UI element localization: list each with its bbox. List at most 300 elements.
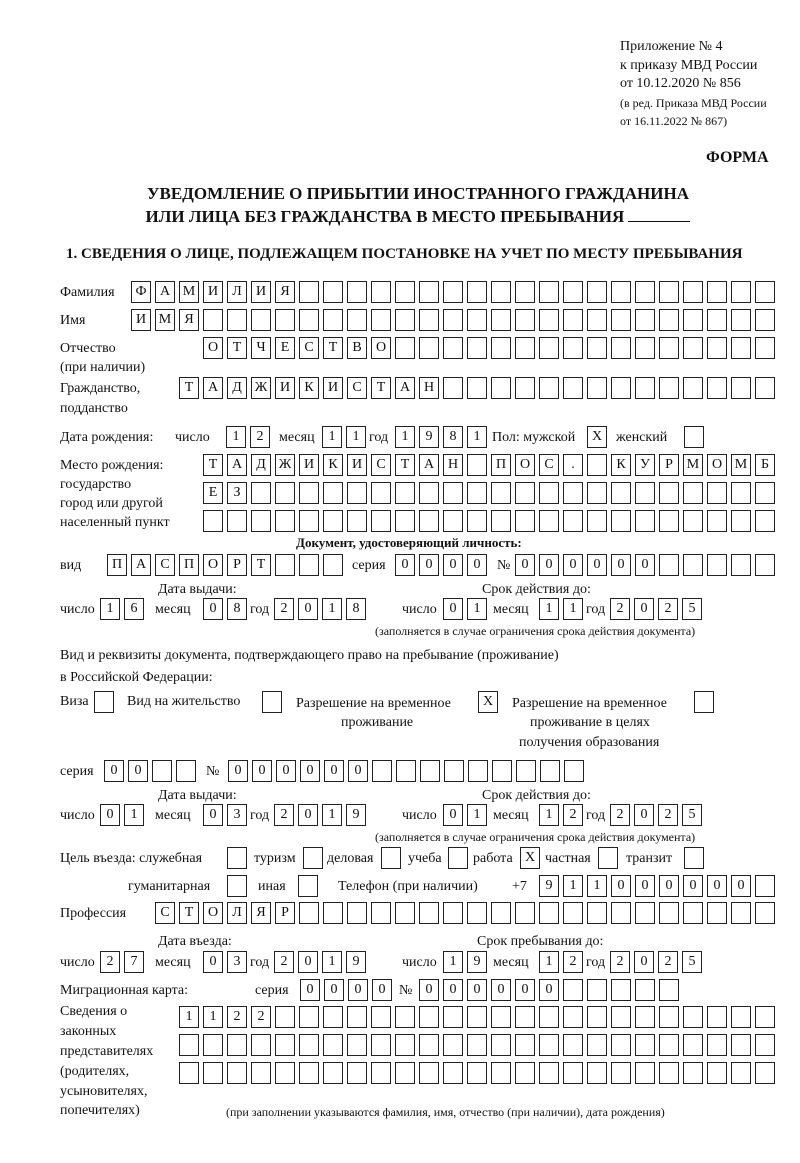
char-cell[interactable] bbox=[683, 1006, 703, 1028]
char-cell[interactable] bbox=[659, 281, 679, 303]
char-cell[interactable]: 0 bbox=[539, 554, 559, 576]
char-cell[interactable]: Т bbox=[371, 377, 391, 399]
char-cell[interactable] bbox=[539, 902, 559, 924]
char-cell[interactable] bbox=[707, 554, 727, 576]
char-cell[interactable] bbox=[683, 1062, 703, 1084]
char-cell[interactable]: 8 bbox=[443, 426, 463, 448]
purpose-business-checkbox[interactable] bbox=[381, 847, 401, 869]
char-cell[interactable]: 8 bbox=[227, 598, 247, 620]
purpose-work-checkbox[interactable]: X bbox=[520, 847, 540, 869]
char-cell[interactable] bbox=[395, 1062, 415, 1084]
char-cell[interactable] bbox=[755, 377, 775, 399]
char-cell[interactable]: 1 bbox=[467, 804, 487, 826]
char-cell[interactable]: 0 bbox=[276, 760, 296, 782]
char-cell[interactable] bbox=[563, 1062, 583, 1084]
char-cell[interactable] bbox=[731, 337, 751, 359]
char-cell[interactable]: 0 bbox=[443, 979, 463, 1001]
char-cell[interactable] bbox=[203, 1034, 223, 1056]
char-cell[interactable] bbox=[371, 281, 391, 303]
char-cell[interactable]: 0 bbox=[634, 804, 654, 826]
char-cell[interactable]: 2 bbox=[274, 804, 294, 826]
char-cell[interactable] bbox=[539, 1062, 559, 1084]
char-cell[interactable] bbox=[323, 482, 343, 504]
purpose-private-checkbox[interactable] bbox=[598, 847, 618, 869]
char-cell[interactable]: Н bbox=[443, 454, 463, 476]
char-cell[interactable] bbox=[755, 482, 775, 504]
surname-field[interactable] bbox=[131, 281, 779, 303]
char-cell[interactable]: В bbox=[347, 337, 367, 359]
char-cell[interactable]: 0 bbox=[324, 760, 344, 782]
char-cell[interactable]: Р bbox=[659, 454, 679, 476]
char-cell[interactable]: М bbox=[155, 309, 175, 331]
char-cell[interactable] bbox=[635, 281, 655, 303]
char-cell[interactable]: 1 bbox=[443, 951, 463, 973]
purpose-tourism-checkbox[interactable] bbox=[303, 847, 323, 869]
char-cell[interactable]: О bbox=[371, 337, 391, 359]
char-cell[interactable] bbox=[419, 337, 439, 359]
char-cell[interactable] bbox=[419, 482, 439, 504]
char-cell[interactable]: Ч bbox=[251, 337, 271, 359]
temp-residence-checkbox[interactable]: X bbox=[478, 691, 498, 713]
char-cell[interactable]: 1 bbox=[539, 804, 559, 826]
char-cell[interactable]: К bbox=[299, 377, 319, 399]
dob-month-field[interactable] bbox=[322, 426, 370, 448]
id-issue-day-field[interactable] bbox=[100, 598, 148, 620]
char-cell[interactable] bbox=[227, 1062, 247, 1084]
char-cell[interactable]: Д bbox=[227, 377, 247, 399]
reps-field-1[interactable] bbox=[179, 1006, 779, 1028]
rd-issue-month-field[interactable] bbox=[203, 804, 251, 826]
mc-series-field[interactable] bbox=[300, 979, 396, 1001]
char-cell[interactable] bbox=[539, 377, 559, 399]
profession-field[interactable] bbox=[155, 902, 779, 924]
name-field[interactable] bbox=[131, 309, 779, 331]
char-cell[interactable]: С bbox=[155, 554, 175, 576]
char-cell[interactable]: И bbox=[299, 454, 319, 476]
char-cell[interactable] bbox=[371, 1062, 391, 1084]
char-cell[interactable] bbox=[467, 337, 487, 359]
char-cell[interactable]: 1 bbox=[226, 426, 246, 448]
char-cell[interactable] bbox=[683, 309, 703, 331]
char-cell[interactable] bbox=[491, 377, 511, 399]
char-cell[interactable]: 1 bbox=[587, 875, 607, 897]
char-cell[interactable]: 0 bbox=[635, 554, 655, 576]
char-cell[interactable]: Я bbox=[275, 281, 295, 303]
char-cell[interactable] bbox=[659, 1034, 679, 1056]
char-cell[interactable]: 2 bbox=[610, 598, 630, 620]
char-cell[interactable] bbox=[587, 902, 607, 924]
char-cell[interactable] bbox=[275, 1006, 295, 1028]
char-cell[interactable]: 9 bbox=[346, 804, 366, 826]
char-cell[interactable]: Н bbox=[419, 377, 439, 399]
char-cell[interactable] bbox=[347, 309, 367, 331]
char-cell[interactable] bbox=[323, 309, 343, 331]
char-cell[interactable]: 2 bbox=[610, 951, 630, 973]
char-cell[interactable] bbox=[659, 1062, 679, 1084]
char-cell[interactable] bbox=[755, 554, 775, 576]
char-cell[interactable] bbox=[683, 554, 703, 576]
char-cell[interactable]: И bbox=[347, 454, 367, 476]
char-cell[interactable] bbox=[347, 1006, 367, 1028]
char-cell[interactable]: 3 bbox=[227, 951, 247, 973]
char-cell[interactable] bbox=[395, 902, 415, 924]
entry-year-field[interactable] bbox=[274, 951, 370, 973]
char-cell[interactable]: 1 bbox=[100, 598, 120, 620]
char-cell[interactable] bbox=[539, 281, 559, 303]
char-cell[interactable] bbox=[587, 1006, 607, 1028]
char-cell[interactable] bbox=[755, 309, 775, 331]
char-cell[interactable] bbox=[395, 482, 415, 504]
char-cell[interactable] bbox=[491, 482, 511, 504]
char-cell[interactable]: 6 bbox=[124, 598, 144, 620]
char-cell[interactable] bbox=[443, 902, 463, 924]
char-cell[interactable]: 0 bbox=[298, 951, 318, 973]
edu-residence-checkbox[interactable] bbox=[694, 691, 714, 713]
char-cell[interactable] bbox=[587, 482, 607, 504]
char-cell[interactable]: З bbox=[227, 482, 247, 504]
char-cell[interactable] bbox=[467, 1062, 487, 1084]
char-cell[interactable]: Т bbox=[251, 554, 271, 576]
char-cell[interactable] bbox=[611, 1006, 631, 1028]
char-cell[interactable] bbox=[587, 454, 607, 476]
id-issue-month-field[interactable] bbox=[203, 598, 251, 620]
char-cell[interactable] bbox=[443, 309, 463, 331]
char-cell[interactable] bbox=[659, 482, 679, 504]
char-cell[interactable] bbox=[275, 1062, 295, 1084]
char-cell[interactable]: Я bbox=[179, 309, 199, 331]
char-cell[interactable] bbox=[420, 760, 440, 782]
char-cell[interactable] bbox=[635, 377, 655, 399]
char-cell[interactable] bbox=[659, 510, 679, 532]
char-cell[interactable] bbox=[419, 902, 439, 924]
char-cell[interactable] bbox=[587, 377, 607, 399]
char-cell[interactable] bbox=[467, 510, 487, 532]
char-cell[interactable] bbox=[371, 482, 391, 504]
char-cell[interactable] bbox=[152, 760, 172, 782]
char-cell[interactable] bbox=[443, 281, 463, 303]
char-cell[interactable] bbox=[492, 760, 512, 782]
char-cell[interactable]: О bbox=[203, 902, 223, 924]
char-cell[interactable] bbox=[179, 1062, 199, 1084]
char-cell[interactable] bbox=[611, 482, 631, 504]
char-cell[interactable]: 0 bbox=[300, 760, 320, 782]
char-cell[interactable] bbox=[611, 510, 631, 532]
char-cell[interactable] bbox=[203, 1062, 223, 1084]
char-cell[interactable] bbox=[323, 1062, 343, 1084]
char-cell[interactable] bbox=[299, 482, 319, 504]
char-cell[interactable]: 2 bbox=[658, 951, 678, 973]
id-valid-year-field[interactable] bbox=[610, 598, 706, 620]
char-cell[interactable]: 1 bbox=[563, 598, 583, 620]
char-cell[interactable]: 0 bbox=[348, 760, 368, 782]
char-cell[interactable]: О bbox=[515, 454, 535, 476]
char-cell[interactable]: С bbox=[371, 454, 391, 476]
char-cell[interactable]: О bbox=[203, 337, 223, 359]
char-cell[interactable]: 0 bbox=[707, 875, 727, 897]
char-cell[interactable]: 0 bbox=[659, 875, 679, 897]
char-cell[interactable]: 0 bbox=[128, 760, 148, 782]
char-cell[interactable] bbox=[419, 1062, 439, 1084]
char-cell[interactable] bbox=[563, 281, 583, 303]
char-cell[interactable] bbox=[563, 1034, 583, 1056]
char-cell[interactable] bbox=[515, 1006, 535, 1028]
char-cell[interactable]: 2 bbox=[274, 951, 294, 973]
citizenship-field[interactable] bbox=[179, 377, 779, 399]
char-cell[interactable] bbox=[755, 337, 775, 359]
char-cell[interactable] bbox=[515, 510, 535, 532]
char-cell[interactable]: С bbox=[539, 454, 559, 476]
char-cell[interactable]: 2 bbox=[658, 598, 678, 620]
char-cell[interactable]: А bbox=[131, 554, 151, 576]
char-cell[interactable] bbox=[731, 482, 751, 504]
char-cell[interactable] bbox=[611, 902, 631, 924]
char-cell[interactable] bbox=[563, 482, 583, 504]
char-cell[interactable] bbox=[611, 1062, 631, 1084]
char-cell[interactable] bbox=[635, 902, 655, 924]
rd-issue-year-field[interactable] bbox=[274, 804, 370, 826]
char-cell[interactable] bbox=[611, 309, 631, 331]
char-cell[interactable] bbox=[443, 510, 463, 532]
char-cell[interactable] bbox=[443, 1034, 463, 1056]
char-cell[interactable] bbox=[731, 309, 751, 331]
char-cell[interactable]: 1 bbox=[179, 1006, 199, 1028]
char-cell[interactable]: Л bbox=[227, 281, 247, 303]
char-cell[interactable] bbox=[323, 1006, 343, 1028]
char-cell[interactable]: 0 bbox=[100, 804, 120, 826]
char-cell[interactable]: 1 bbox=[467, 426, 487, 448]
char-cell[interactable] bbox=[635, 1034, 655, 1056]
char-cell[interactable] bbox=[611, 1034, 631, 1056]
char-cell[interactable]: 0 bbox=[298, 804, 318, 826]
char-cell[interactable] bbox=[587, 337, 607, 359]
char-cell[interactable] bbox=[491, 309, 511, 331]
char-cell[interactable] bbox=[251, 1034, 271, 1056]
char-cell[interactable] bbox=[683, 482, 703, 504]
entry-month-field[interactable] bbox=[203, 951, 251, 973]
char-cell[interactable] bbox=[299, 1006, 319, 1028]
char-cell[interactable] bbox=[371, 1034, 391, 1056]
char-cell[interactable] bbox=[515, 482, 535, 504]
char-cell[interactable]: П bbox=[107, 554, 127, 576]
char-cell[interactable]: 0 bbox=[563, 554, 583, 576]
char-cell[interactable]: 2 bbox=[227, 1006, 247, 1028]
char-cell[interactable] bbox=[227, 1034, 247, 1056]
entry-day-field[interactable] bbox=[100, 951, 148, 973]
char-cell[interactable] bbox=[731, 1062, 751, 1084]
char-cell[interactable]: М bbox=[731, 454, 751, 476]
char-cell[interactable] bbox=[611, 281, 631, 303]
pob-field-2[interactable] bbox=[203, 482, 779, 504]
char-cell[interactable] bbox=[611, 337, 631, 359]
char-cell[interactable]: 0 bbox=[252, 760, 272, 782]
char-cell[interactable]: 1 bbox=[467, 598, 487, 620]
char-cell[interactable] bbox=[203, 309, 223, 331]
char-cell[interactable] bbox=[299, 309, 319, 331]
char-cell[interactable] bbox=[755, 902, 775, 924]
stay-month-field[interactable] bbox=[539, 951, 587, 973]
char-cell[interactable]: 7 bbox=[124, 951, 144, 973]
char-cell[interactable]: 9 bbox=[467, 951, 487, 973]
dob-year-field[interactable] bbox=[395, 426, 491, 448]
char-cell[interactable] bbox=[539, 1034, 559, 1056]
char-cell[interactable]: 0 bbox=[104, 760, 124, 782]
char-cell[interactable] bbox=[539, 510, 559, 532]
char-cell[interactable]: И bbox=[251, 281, 271, 303]
stay-year-field[interactable] bbox=[610, 951, 706, 973]
char-cell[interactable] bbox=[371, 902, 391, 924]
char-cell[interactable]: 9 bbox=[539, 875, 559, 897]
char-cell[interactable] bbox=[372, 760, 392, 782]
char-cell[interactable] bbox=[731, 1034, 751, 1056]
char-cell[interactable] bbox=[563, 902, 583, 924]
char-cell[interactable]: 0 bbox=[203, 598, 223, 620]
char-cell[interactable] bbox=[491, 1034, 511, 1056]
char-cell[interactable] bbox=[563, 309, 583, 331]
char-cell[interactable]: 0 bbox=[348, 979, 368, 1001]
char-cell[interactable] bbox=[395, 510, 415, 532]
char-cell[interactable]: 0 bbox=[611, 875, 631, 897]
char-cell[interactable] bbox=[251, 482, 271, 504]
char-cell[interactable] bbox=[683, 510, 703, 532]
char-cell[interactable] bbox=[707, 1062, 727, 1084]
char-cell[interactable] bbox=[443, 1062, 463, 1084]
purpose-official-checkbox[interactable] bbox=[227, 847, 247, 869]
char-cell[interactable]: М bbox=[683, 454, 703, 476]
char-cell[interactable] bbox=[540, 760, 560, 782]
char-cell[interactable]: К bbox=[323, 454, 343, 476]
char-cell[interactable] bbox=[467, 1034, 487, 1056]
phone-field[interactable] bbox=[539, 875, 779, 897]
char-cell[interactable] bbox=[299, 281, 319, 303]
char-cell[interactable]: 0 bbox=[443, 554, 463, 576]
char-cell[interactable] bbox=[539, 337, 559, 359]
char-cell[interactable] bbox=[468, 760, 488, 782]
char-cell[interactable] bbox=[251, 1062, 271, 1084]
char-cell[interactable]: 5 bbox=[682, 951, 702, 973]
char-cell[interactable] bbox=[635, 1062, 655, 1084]
char-cell[interactable] bbox=[371, 1006, 391, 1028]
char-cell[interactable] bbox=[371, 309, 391, 331]
visa-checkbox[interactable] bbox=[94, 691, 114, 713]
purpose-transit-checkbox[interactable] bbox=[684, 847, 704, 869]
char-cell[interactable] bbox=[731, 281, 751, 303]
char-cell[interactable] bbox=[347, 281, 367, 303]
char-cell[interactable]: 2 bbox=[610, 804, 630, 826]
char-cell[interactable]: К bbox=[611, 454, 631, 476]
char-cell[interactable] bbox=[587, 309, 607, 331]
rd-series-field[interactable] bbox=[104, 760, 200, 782]
char-cell[interactable] bbox=[299, 1034, 319, 1056]
char-cell[interactable]: 1 bbox=[395, 426, 415, 448]
char-cell[interactable] bbox=[515, 377, 535, 399]
char-cell[interactable]: 0 bbox=[611, 554, 631, 576]
char-cell[interactable]: 0 bbox=[419, 979, 439, 1001]
char-cell[interactable] bbox=[659, 309, 679, 331]
char-cell[interactable] bbox=[587, 1034, 607, 1056]
char-cell[interactable] bbox=[203, 510, 223, 532]
char-cell[interactable] bbox=[419, 281, 439, 303]
char-cell[interactable]: 2 bbox=[563, 804, 583, 826]
char-cell[interactable]: Т bbox=[227, 337, 247, 359]
char-cell[interactable]: С bbox=[347, 377, 367, 399]
char-cell[interactable] bbox=[683, 281, 703, 303]
char-cell[interactable] bbox=[707, 281, 727, 303]
char-cell[interactable] bbox=[731, 510, 751, 532]
stay-day-field[interactable] bbox=[443, 951, 491, 973]
char-cell[interactable]: 5 bbox=[682, 598, 702, 620]
char-cell[interactable] bbox=[419, 1034, 439, 1056]
char-cell[interactable]: М bbox=[179, 281, 199, 303]
char-cell[interactable] bbox=[395, 1034, 415, 1056]
char-cell[interactable] bbox=[659, 554, 679, 576]
char-cell[interactable]: 0 bbox=[372, 979, 392, 1001]
char-cell[interactable] bbox=[516, 760, 536, 782]
char-cell[interactable] bbox=[491, 1006, 511, 1028]
char-cell[interactable] bbox=[395, 281, 415, 303]
char-cell[interactable] bbox=[176, 760, 196, 782]
char-cell[interactable]: 2 bbox=[658, 804, 678, 826]
char-cell[interactable] bbox=[347, 482, 367, 504]
char-cell[interactable]: Е bbox=[203, 482, 223, 504]
purpose-study-checkbox[interactable] bbox=[448, 847, 468, 869]
rd-valid-year-field[interactable] bbox=[610, 804, 706, 826]
char-cell[interactable]: 0 bbox=[203, 804, 223, 826]
char-cell[interactable]: 1 bbox=[346, 426, 366, 448]
char-cell[interactable] bbox=[707, 1034, 727, 1056]
char-cell[interactable] bbox=[635, 309, 655, 331]
char-cell[interactable]: А bbox=[155, 281, 175, 303]
char-cell[interactable]: 0 bbox=[395, 554, 415, 576]
mc-number-field[interactable] bbox=[419, 979, 683, 1001]
char-cell[interactable] bbox=[563, 337, 583, 359]
char-cell[interactable]: 0 bbox=[467, 554, 487, 576]
id-series-field[interactable] bbox=[395, 554, 491, 576]
char-cell[interactable]: 0 bbox=[634, 598, 654, 620]
char-cell[interactable] bbox=[467, 902, 487, 924]
char-cell[interactable] bbox=[275, 1034, 295, 1056]
char-cell[interactable]: 0 bbox=[587, 554, 607, 576]
char-cell[interactable]: С bbox=[299, 337, 319, 359]
char-cell[interactable] bbox=[395, 309, 415, 331]
char-cell[interactable]: 0 bbox=[300, 979, 320, 1001]
char-cell[interactable]: И bbox=[131, 309, 151, 331]
char-cell[interactable] bbox=[683, 337, 703, 359]
char-cell[interactable] bbox=[587, 510, 607, 532]
char-cell[interactable] bbox=[683, 377, 703, 399]
char-cell[interactable]: Т bbox=[323, 337, 343, 359]
id-number-field[interactable] bbox=[515, 554, 779, 576]
rd-issue-day-field[interactable] bbox=[100, 804, 148, 826]
purpose-other-checkbox[interactable] bbox=[298, 875, 318, 897]
char-cell[interactable] bbox=[731, 902, 751, 924]
char-cell[interactable] bbox=[395, 337, 415, 359]
rd-valid-day-field[interactable] bbox=[443, 804, 491, 826]
char-cell[interactable] bbox=[396, 760, 416, 782]
char-cell[interactable] bbox=[323, 554, 343, 576]
char-cell[interactable] bbox=[539, 1006, 559, 1028]
char-cell[interactable] bbox=[755, 1062, 775, 1084]
char-cell[interactable] bbox=[275, 554, 295, 576]
char-cell[interactable]: Ф bbox=[131, 281, 151, 303]
char-cell[interactable] bbox=[443, 1006, 463, 1028]
char-cell[interactable] bbox=[587, 1062, 607, 1084]
char-cell[interactable]: 0 bbox=[298, 598, 318, 620]
char-cell[interactable]: 0 bbox=[443, 804, 463, 826]
char-cell[interactable] bbox=[467, 309, 487, 331]
char-cell[interactable]: 1 bbox=[322, 804, 342, 826]
char-cell[interactable]: 2 bbox=[563, 951, 583, 973]
char-cell[interactable] bbox=[563, 510, 583, 532]
